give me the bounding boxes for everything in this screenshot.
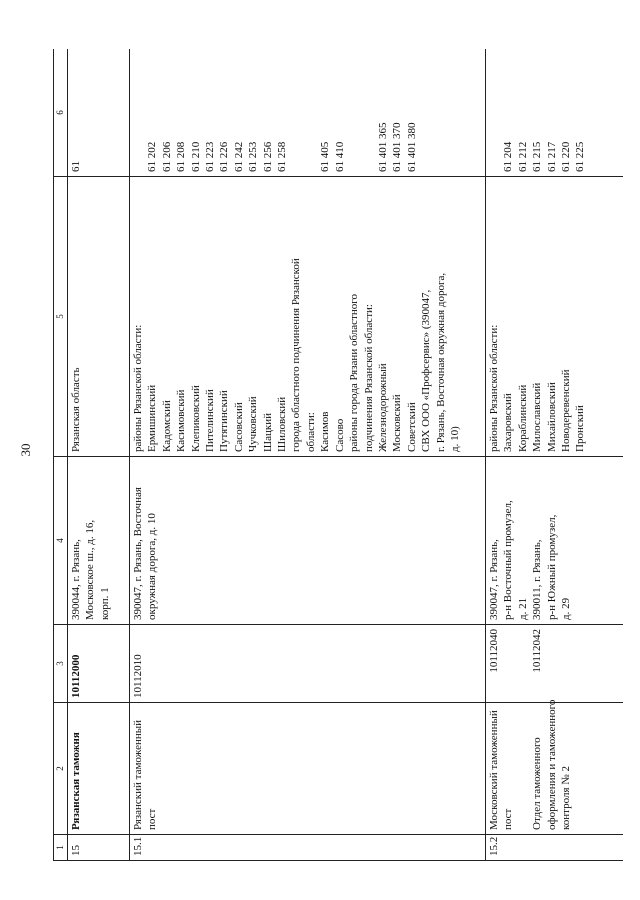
region-line: Милославский — [531, 382, 544, 452]
spacer — [501, 629, 515, 698]
region-line: Сасовский — [232, 402, 245, 452]
region-line: Пителинский — [204, 389, 217, 452]
region-line: Московский — [391, 394, 404, 452]
office-code: 10112010 — [130, 625, 486, 703]
region-line: Ермишинский — [146, 384, 159, 452]
okato-code: 61 401 365 — [376, 122, 389, 172]
address-line: корп. 1 — [98, 587, 111, 620]
region-line: Кораблинский — [516, 384, 529, 452]
region-line: Шацкий — [261, 413, 274, 452]
okato-cell: 61 — [68, 49, 130, 177]
address-line: р-н Восточный промузел, — [502, 500, 515, 620]
document-page — [53, 49, 623, 861]
spacer — [487, 53, 501, 172]
address-line: 390047, г. Рязань, Восточная — [132, 487, 144, 620]
region-line: Захаровский — [502, 393, 515, 452]
region-line: Касимовский — [175, 389, 188, 452]
spacer — [131, 53, 145, 172]
region-line: д. 10) — [448, 426, 461, 452]
okato-code: 61 405 — [319, 141, 332, 172]
okato-code: 61 210 — [189, 141, 202, 172]
address-line: 390011, г. Рязань, — [531, 539, 544, 620]
region-line: Железнодорожный — [376, 363, 389, 452]
office-name-line: Московский таможенный — [488, 710, 500, 830]
office-address — [68, 457, 130, 625]
region-list — [486, 177, 624, 457]
region-line: области: — [304, 412, 317, 452]
okato-code: 61 202 — [146, 141, 159, 172]
office-address — [130, 457, 486, 625]
spacer — [304, 53, 318, 172]
row-number: 15.1 — [130, 835, 486, 861]
okato-code: 61 208 — [175, 141, 188, 172]
office-name: Рязанская таможня — [68, 703, 130, 835]
region-line: районы Рязанской области: — [132, 324, 144, 452]
table-row — [486, 49, 624, 861]
region-line: Шиловский — [276, 396, 289, 452]
region-line: Новодеревенский — [560, 369, 573, 452]
address-line: окружная дорога, д. 10 — [146, 513, 159, 620]
office-name — [486, 699, 624, 835]
okato-code: 61 204 — [502, 141, 515, 172]
region-list — [130, 177, 486, 457]
table-row — [130, 49, 486, 861]
okato-code: 61 253 — [247, 141, 260, 172]
office-name: Рязанский таможенный пост — [130, 703, 486, 835]
rotated-table-container — [53, 49, 623, 861]
office-name-line: оформления и таможенного — [545, 699, 558, 830]
okato-code: 61 225 — [574, 141, 587, 172]
region-line: Чучковский — [247, 396, 260, 452]
okato-code: 61 206 — [160, 141, 173, 172]
header-cell: 6 — [54, 49, 68, 177]
header-cell: 4 — [54, 457, 68, 625]
okato-code: 61 220 — [560, 141, 573, 172]
region-line: районы Рязанской области: — [488, 324, 500, 452]
office-code-line: 10112040 — [488, 629, 500, 673]
okato-code: 61 217 — [545, 141, 558, 172]
region-line: Клепиковский — [189, 385, 202, 452]
header-cell: 2 — [54, 703, 68, 835]
spacer — [516, 707, 530, 830]
region-line: г. Рязань, Восточная окружная дорога, — [434, 272, 447, 452]
row-number: 15 — [68, 835, 130, 861]
region-line: СВХ ООО «Профсервис» (390047, — [420, 289, 433, 452]
okato-code: 61 401 380 — [405, 122, 418, 172]
office-code: 10112000 — [68, 625, 130, 703]
address-line: д. 29 — [560, 597, 573, 620]
address-line: д. 21 — [516, 597, 529, 620]
okato-code: 61 226 — [218, 141, 231, 172]
region-line: Путятинский — [218, 390, 231, 452]
okato-code: 61 401 370 — [391, 122, 404, 172]
header-cell: 3 — [54, 625, 68, 703]
customs-table — [53, 49, 623, 861]
office-name-line: контроля № 2 — [560, 765, 573, 830]
region-line: Советский — [405, 402, 418, 452]
okato-code: 61 215 — [531, 141, 544, 172]
header-row — [54, 49, 68, 861]
okato-code: 61 410 — [333, 141, 346, 172]
address-line: 390044, г. Рязань, — [70, 539, 82, 620]
office-name-line: Отдел таможенного — [531, 737, 544, 830]
office-address — [486, 457, 624, 625]
header-cell: 5 — [54, 177, 68, 457]
office-name-line: пост — [502, 808, 515, 830]
table-row — [68, 49, 130, 861]
spacer — [289, 53, 303, 172]
okato-code: 61 212 — [516, 141, 529, 172]
okato-code: 61 256 — [261, 141, 274, 172]
office-code-line: 10112042 — [531, 629, 544, 673]
region-line: районы города Рязани областного — [348, 294, 361, 452]
address-line: Московское ш., д. 16, — [84, 519, 97, 620]
region-line: Касимов — [319, 411, 332, 452]
region-line: Кадомский — [160, 400, 173, 452]
spacer — [516, 629, 530, 698]
okato-code: 61 258 — [276, 141, 289, 172]
region-cell: Рязанская область — [68, 177, 130, 457]
address-line: р-н Южный промузел, — [545, 514, 558, 620]
spacer — [361, 53, 375, 172]
region-line: Пронский — [574, 405, 587, 452]
row-number: 15.2 — [486, 835, 624, 861]
okato-list — [130, 49, 486, 177]
header-cell: 1 — [54, 835, 68, 861]
okato-code: 61 223 — [204, 141, 217, 172]
region-line: города областного подчинения Рязанской — [290, 258, 303, 452]
page-number: 30 — [18, 443, 33, 457]
region-line: Михайловский — [545, 382, 558, 452]
office-code — [486, 625, 624, 703]
okato-list — [486, 49, 624, 177]
address-line: 390047, г. Рязань, — [488, 539, 500, 620]
region-line: Сасово — [333, 418, 346, 452]
okato-code: 61 242 — [232, 141, 245, 172]
region-line: подчинения Рязанской области: — [362, 304, 375, 452]
spacer — [347, 53, 361, 172]
